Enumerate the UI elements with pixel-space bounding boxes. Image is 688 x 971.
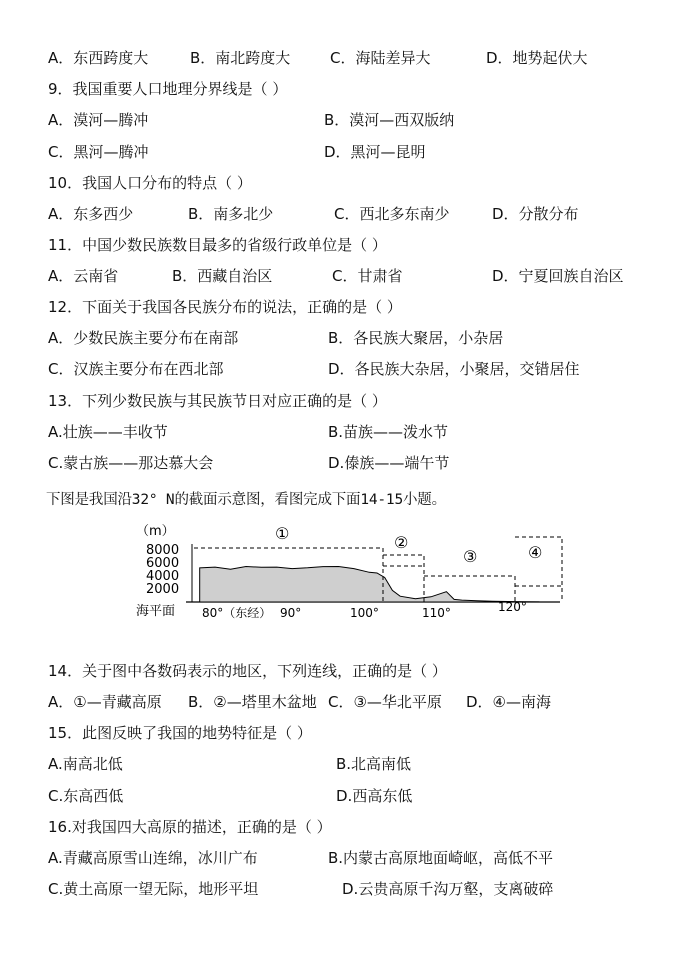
cross-section-chart	[130, 518, 580, 628]
x-tick-100: 100°	[350, 606, 379, 620]
q15-option-a: A.南高北低	[48, 755, 123, 773]
q9-option-d: D．黑河—昆明	[324, 143, 426, 161]
y-tick-2000: 2000	[146, 582, 180, 597]
y-tick-6000: 6000	[146, 556, 180, 571]
q16-option-b: B.内蒙古高原地面崎岖，高低不平	[328, 849, 554, 867]
sea-level-label: 海平面	[136, 604, 176, 619]
q15-option-d: D.西高东低	[336, 787, 413, 805]
q11-stem: 11．中国少数民族数目最多的省级行政单位是（ ）	[48, 236, 387, 254]
terrain-profile-area	[200, 567, 539, 603]
q10-stem: 10．我国人口分布的特点（ ）	[48, 174, 252, 192]
q8-option-b: B．南北跨度大	[190, 49, 291, 67]
q9-option-a: A．漠河—腾冲	[48, 111, 149, 129]
x-tick-110: 110°	[422, 606, 451, 620]
q12-option-a: A．少数民族主要分布在南部	[48, 329, 239, 347]
y-tick-8000: 8000	[146, 543, 180, 558]
q9-stem: 9．我国重要人口地理分界线是（ ）	[48, 80, 288, 98]
q10-option-b: B．南多北少	[188, 205, 274, 223]
q13-option-c: C.蒙古族——那达慕大会	[48, 454, 214, 472]
region-3-label: ③	[463, 547, 478, 566]
q15-option-c: C.东高西低	[48, 787, 124, 805]
q15-option-b: B.北高南低	[336, 755, 412, 773]
q8-option-d: D．地势起伏大	[486, 49, 588, 67]
q14-option-c: C．③—华北平原	[328, 693, 442, 711]
q13-option-d: D.傣族——端午节	[328, 454, 450, 472]
y-tick-4000: 4000	[146, 569, 180, 584]
q14-stem: 14．关于图中各数码表示的地区，下列连线，正确的是（ ）	[48, 662, 447, 680]
q12-stem: 12．下面关于我国各民族分布的说法，正确的是（ ）	[48, 298, 402, 316]
q14-option-a: A．①—青藏高原	[48, 693, 162, 711]
q16-option-d: D.云贵高原千沟万壑，支离破碎	[342, 880, 554, 898]
q10-option-d: D．分散分布	[492, 205, 579, 223]
q16-option-c: C.黄土高原一望无际，地形平坦	[48, 880, 259, 898]
q15-stem: 15．此图反映了我国的地势特征是（ ）	[48, 724, 312, 742]
q13-option-a: A.壮族——丰收节	[48, 423, 168, 441]
q12-option-b: B．各民族大聚居，小杂居	[328, 329, 504, 347]
region-1-label: ①	[275, 524, 290, 543]
q10-option-c: C．西北多东南少	[334, 205, 450, 223]
region-2-label: ②	[394, 533, 409, 552]
q12-option-c: C．汉族主要分布在西北部	[48, 360, 224, 378]
q10-option-a: A．东多西少	[48, 205, 134, 223]
unit-label: （m）	[136, 524, 175, 539]
q11-option-a: A．云南省	[48, 267, 119, 285]
q16-option-a: A.青藏高原雪山连绵，冰川广布	[48, 849, 258, 867]
q9-option-c: C．黑河—腾冲	[48, 143, 149, 161]
q11-option-c: C．甘肃省	[332, 267, 403, 285]
q8-option-c: C．海陆差异大	[330, 49, 431, 67]
q11-option-b: B．西藏自治区	[172, 267, 273, 285]
q9-option-b: B．漠河—西双版纳	[324, 111, 455, 129]
q13-stem: 13．下列少数民族与其民族节日对应正确的是（ ）	[48, 392, 387, 410]
q13-option-b: B.苗族——泼水节	[328, 423, 449, 441]
x-tick-80: 80°（东经）	[202, 606, 272, 620]
q8-option-a: A．东西跨度大	[48, 49, 149, 67]
q12-option-d: D．各民族大杂居，小聚居，交错居住	[328, 360, 580, 378]
x-tick-120: 120°	[498, 600, 527, 614]
x-tick-90: 90°	[280, 606, 302, 620]
q14-option-d: D．④—南海	[466, 693, 551, 711]
figure-intro: 下图是我国沿32° N的截面示意图，看图完成下面14-15小题。	[46, 492, 446, 508]
region-4-label: ④	[528, 543, 543, 562]
q14-option-b: B．②—塔里木盆地	[188, 693, 317, 711]
q16-stem: 16.对我国四大高原的描述，正确的是（ ）	[48, 818, 332, 836]
q11-option-d: D．宁夏回族自治区	[492, 267, 624, 285]
